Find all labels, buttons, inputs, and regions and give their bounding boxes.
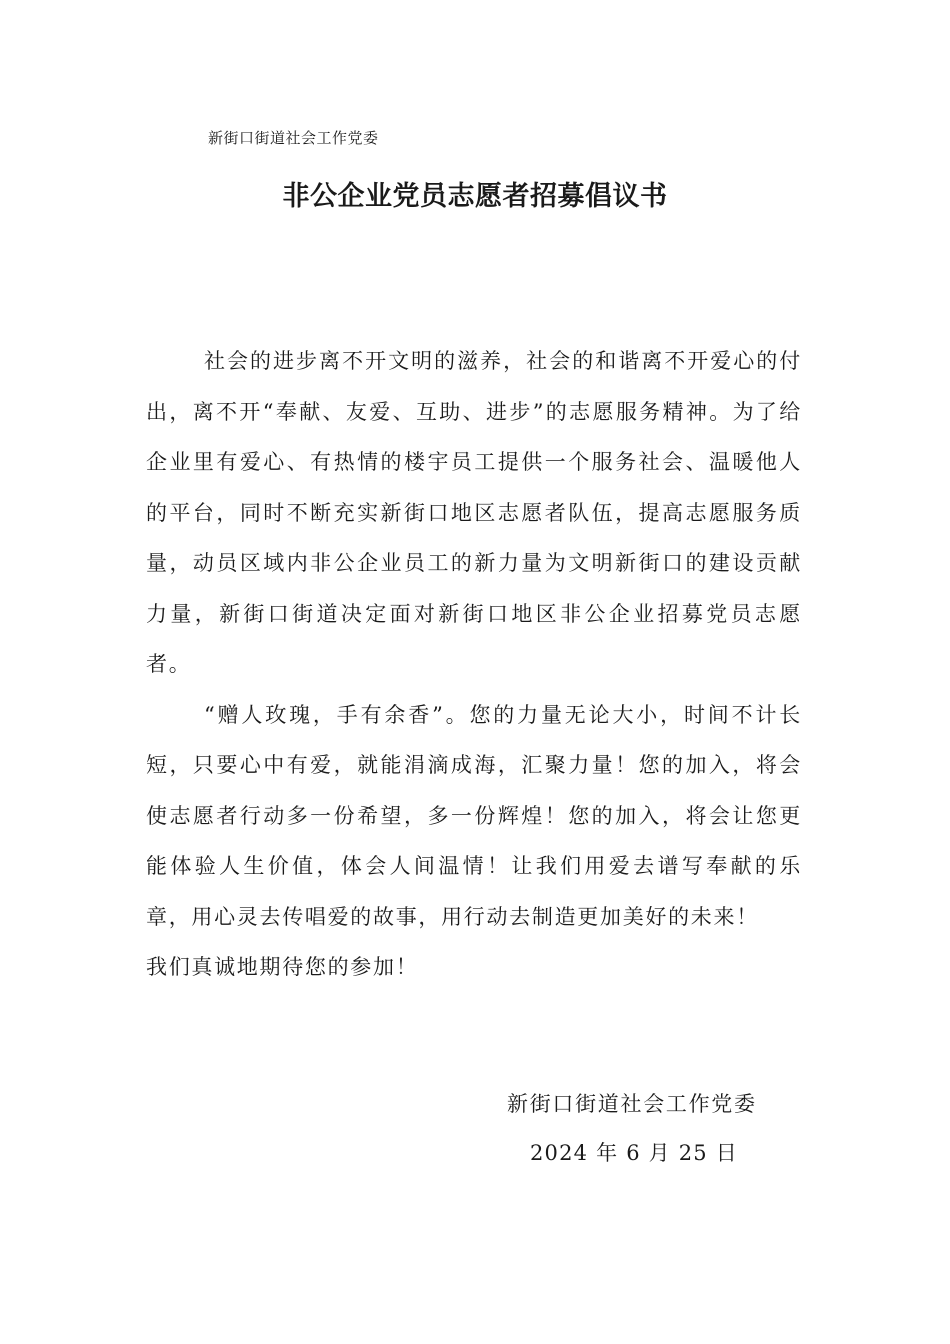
signature-organization: 新街口街道社会工作党委 (507, 1092, 757, 1116)
header-organization: 新街口街道社会工作党委 (208, 129, 379, 147)
body-paragraph-1: 社会的进步离不开文明的滋养，社会的和谐离不开爱心的付出，离不开“奉献、友爱、互助、进步”的志愿服务精神。为了给企业里有爱心、有热情的楼宇员工提供一个服务社会、温暖他人的平台，同时不断充实新街口地区志愿者队伍，提高志愿服务质量，动员区域内非公企业员工的新力量为文明新街口的建设贡献力量，新街口街道决定面对新街口地区非公企业招募党员志愿者。 (146, 349, 802, 676)
document-title: 非公企业党员志愿者招募倡议书 (282, 181, 668, 212)
closing-line: 我们真诚地期待您的参加！ (146, 955, 419, 979)
signature-date: 2024 年 6 月 25 日 (530, 1141, 738, 1165)
body-paragraph-2: “赠人玫瑰，手有余香”。您的力量无论大小，时间不计长短，只要心中有爱，就能涓滴成海，汇聚力量！您的加入，将会使志愿者行动多一份希望，多一份辉煌！您的加入，将会让您更能体验人生价值，体会人间温情！让我们用爱去谱写奉献的乐章，用心灵去传唱爱的故事，用行动去制造更加美好的未来！ (146, 702, 802, 929)
document-body (146, 336, 802, 993)
